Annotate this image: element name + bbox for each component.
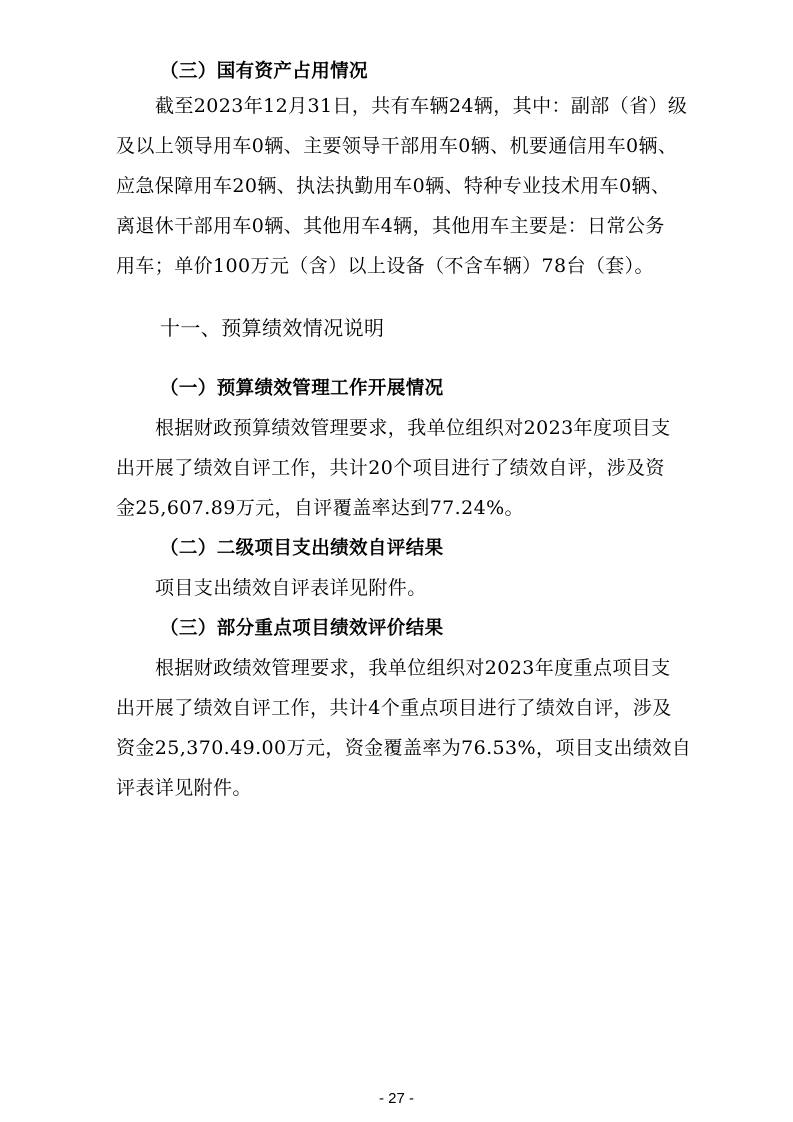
mgmt-line-2: 出开展了绩效自评工作，共计20个项目进行了绩效自评，涉及资 (116, 457, 665, 479)
key-line-4: 评表详见附件。 (116, 777, 252, 799)
level2-heading: （二）二级项目支出绩效自评结果 (160, 538, 444, 559)
level2-line: 项目支出绩效自评表详见附件。 (155, 577, 427, 599)
assets-line-3: 应急保障用车20辆、执法执勤用车0辆、特种专业技术用车0辆、 (116, 175, 671, 197)
assets-line-4: 离退休干部用车0辆、其他用车4辆，其他用车主要是：日常公务 (116, 215, 665, 237)
key-line-3: 资金25,370.49.00万元，资金覆盖率为76.53%，项目支出绩效自 (116, 737, 692, 759)
key-heading: （三）部分重点项目绩效评价结果 (160, 618, 444, 639)
page-number: - 27 - (378, 1090, 414, 1107)
assets-line-2: 及以上领导用车0辆、主要领导干部用车0辆、机要通信用车0辆、 (116, 135, 678, 157)
assets-heading: （三）国有资产占用情况 (160, 61, 368, 82)
mgmt-line-1: 根据财政预算绩效管理要求，我单位组织对2023年度项目支 (155, 417, 671, 439)
assets-line-5: 用车；单价100万元（含）以上设备（不含车辆）78台（套）。 (116, 255, 654, 277)
assets-line-1: 截至2023年12月31日，共有车辆24辆，其中：副部（省）级 (155, 95, 688, 117)
key-line-2: 出开展了绩效自评工作，共计4个重点项目进行了绩效自评，涉及 (116, 697, 672, 719)
key-line-1: 根据财政绩效管理要求，我单位组织对2023年度重点项目支 (155, 657, 671, 679)
mgmt-heading: （一）预算绩效管理工作开展情况 (160, 378, 444, 399)
mgmt-line-3: 金25,607.89万元，自评覆盖率达到77.24%。 (116, 497, 524, 519)
chapter-title: 十一、预算绩效情况说明 (160, 316, 385, 340)
